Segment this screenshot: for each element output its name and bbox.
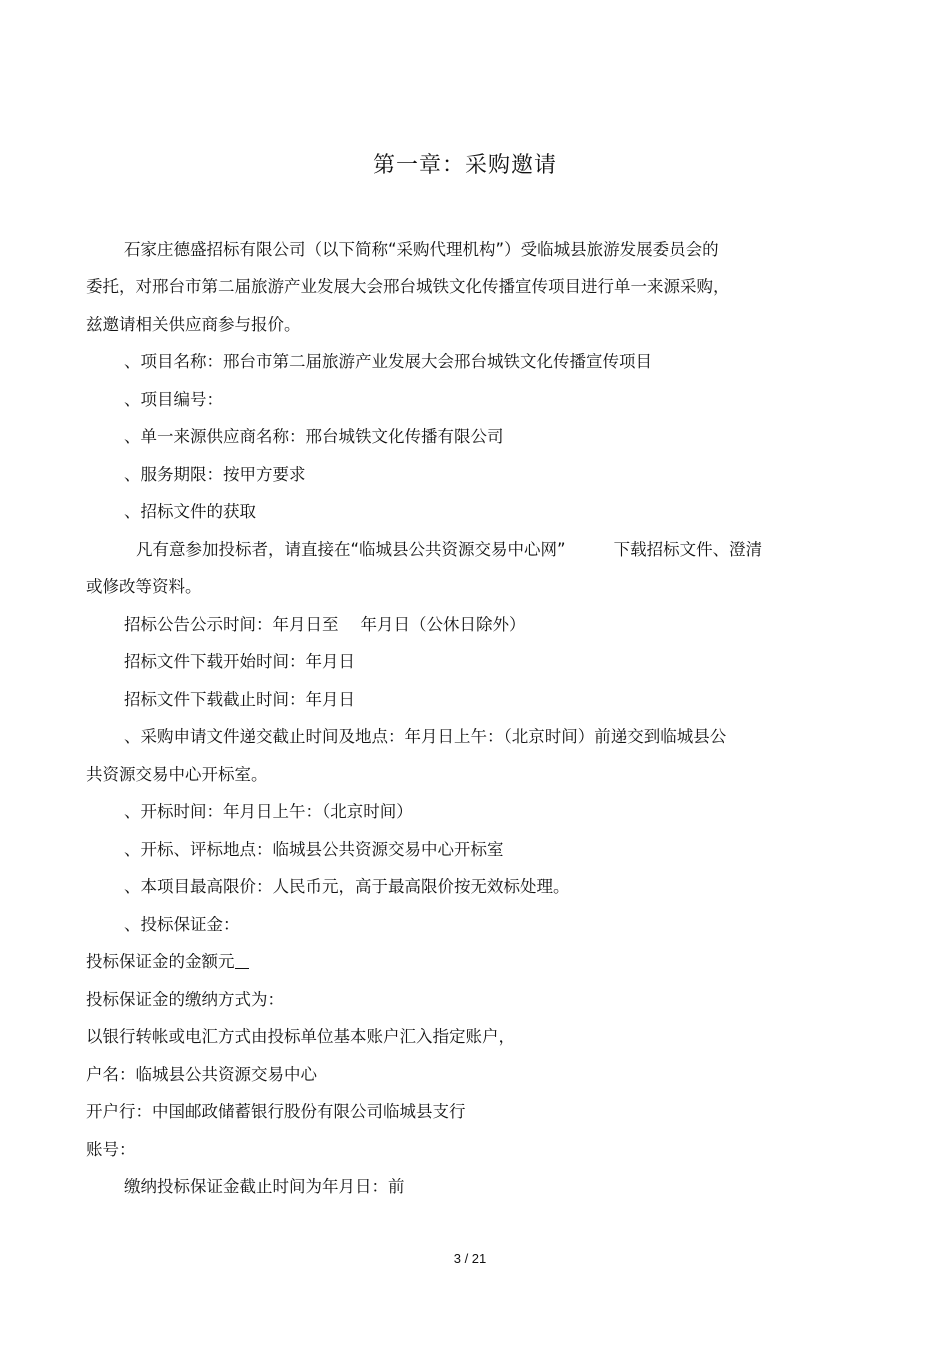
item-project-name: 、项目名称：邢台市第二届旅游产业发展大会邢台城铁文化传播宣传项目 <box>124 352 652 371</box>
obtain-line-1-a: 凡有意参加投标者，请直接在“临城县公共资源交易中心网” <box>136 540 566 559</box>
account-no: 账号： <box>86 1140 136 1159</box>
bond-transfer: 以银行转帐或电汇方式由投标单位基本账户汇入指定账户， <box>86 1027 515 1046</box>
item-obtain: 、招标文件的获取 <box>124 502 256 521</box>
item-supplier: 、单一来源供应商名称：邢台城铁文化传播有限公司 <box>124 427 504 446</box>
amount-underline <box>235 950 249 969</box>
obtain-line-1 <box>136 537 762 563</box>
bond-amount-line <box>86 949 249 975</box>
submit-line-2: 共资源交易中心开标室。 <box>86 765 268 784</box>
intro-line-2: 委托，对邢台市第二届旅游产业发展大会邢台城铁文化传播宣传项目进行单一来源采购， <box>86 277 730 296</box>
bank-name: 开户行：中国邮政储蓄银行股份有限公司临城县支行 <box>86 1102 466 1121</box>
bond-method: 投标保证金的缴纳方式为： <box>86 990 284 1009</box>
chapter-title: 第一章：采购邀请 <box>372 153 557 178</box>
bond-title: 、投标保证金： <box>124 915 240 934</box>
submit-line-1: 、采购申请文件递交截止时间及地点：年月日上午：（北京时间）前递交到临城县公 <box>124 727 727 746</box>
notice-time-b: 年月日（公休日除外） <box>360 615 526 634</box>
page-number: 3 / 21 <box>453 1251 487 1266</box>
bond-amount: 投标保证金的金额元 <box>86 952 235 971</box>
download-end: 招标文件下载截止时间：年月日 <box>124 690 355 709</box>
download-start: 招标文件下载开始时间：年月日 <box>124 652 355 671</box>
item-period: 、服务期限：按甲方要求 <box>124 465 306 484</box>
obtain-line-2: 或修改等资料。 <box>86 577 202 596</box>
item-project-no: 、项目编号： <box>124 390 223 409</box>
notice-time <box>124 612 526 638</box>
max-price: 、本项目最高限价：人民币元，高于最高限价按无效标处理。 <box>124 877 570 896</box>
intro-line-1: 石家庄德盛招标有限公司（以下简称“采购代理机构”）受临城县旅游发展委员会的 <box>124 240 719 259</box>
intro-line-3: 兹邀请相关供应商参与报价。 <box>86 315 301 334</box>
open-time: 、开标时间：年月日上午：（北京时间） <box>124 802 413 821</box>
bond-deadline: 缴纳投标保证金截止时间为年月日：前 <box>124 1177 405 1196</box>
notice-time-a: 招标公告公示时间：年月日至 <box>124 615 339 634</box>
obtain-line-1-b: 下载招标文件、澄清 <box>613 540 763 559</box>
open-place: 、开标、评标地点：临城县公共资源交易中心开标室 <box>124 840 504 859</box>
account-name: 户名：临城县公共资源交易中心 <box>86 1065 317 1084</box>
